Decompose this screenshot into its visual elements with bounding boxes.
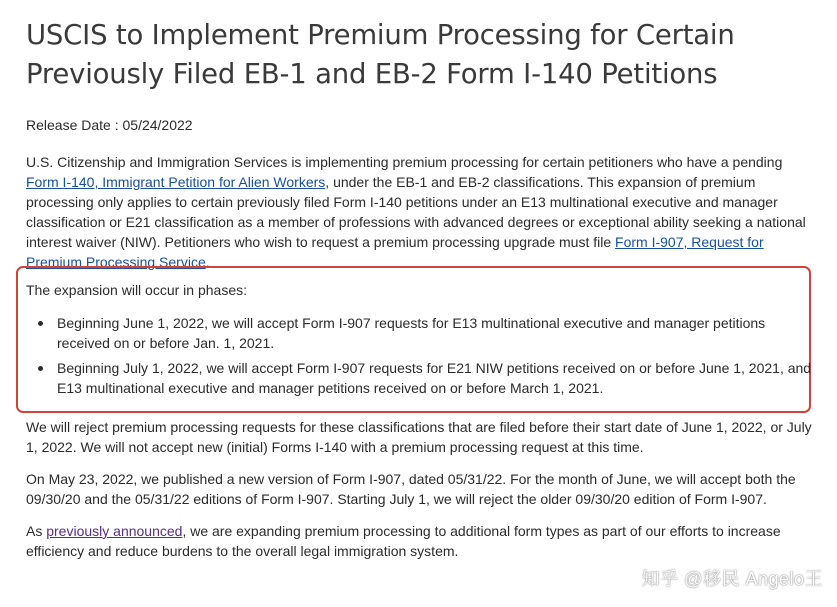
bullet-icon: [38, 366, 43, 371]
previously-announced-link[interactable]: previously announced: [46, 523, 183, 539]
reject-paragraph: We will reject premium processing requests for these classifications that are filed before their start date of June 1, 2022, or July 1, 2022. We will not accept new (initial) Forms I-140 with a premium processing request at this time.: [26, 419, 812, 455]
release-date-line: [26, 115, 813, 135]
phase-item-july: [26, 358, 816, 398]
phases-section: [26, 280, 816, 403]
intro-text-1: U.S. Citizenship and Immigration Services is implementing premium processing for certain petitioners who have a pending: [26, 154, 783, 170]
expansion-text-2: , we are expanding premium processing to additional form types as part of our efforts to increase efficiency and reduce burdens to the overall legal immigration system.: [26, 523, 781, 559]
phase-item-text: Beginning June 1, 2022, we will accept Form I-907 requests for E13 multinational executive and manager petitions received on or before Jan. 1, 2021.: [57, 315, 766, 351]
zhihu-watermark: 知乎 @移民 Angelo王: [641, 569, 823, 589]
release-date: 05/24/2022: [122, 117, 193, 133]
following-paragraphs: [26, 417, 816, 573]
phase-item-text: Beginning July 1, 2022, we will accept Form I-907 requests for E21 NIW petitions received on or before June 1, 2021, and E13 multinational executive and manager petitions received on or before March 1, 2021.: [57, 360, 812, 396]
phases-heading: The expansion will occur in phases:: [26, 282, 248, 298]
form-version-paragraph: On May 23, 2022, we published a new version of Form I-907, dated 05/31/22. For the month of June, we will accept both the 09/30/20 and the 05/31/22 editions of Form I-907. Starting July 1, we will reject the older 09/30/20 edition of Form I-907.: [26, 471, 796, 507]
expansion-text-1: As: [26, 523, 47, 539]
page-title: USCIS to Implement Premium Processing for Certain Previously Filed EB-1 and EB-2 Form I-140 Petitions: [26, 19, 735, 90]
phase-item-june: [26, 313, 816, 353]
release-label: Release Date :: [26, 117, 123, 133]
intro-paragraph: [26, 152, 813, 272]
expansion-paragraph: [26, 521, 816, 561]
intro-text-3: .: [205, 254, 210, 270]
form-i140-link[interactable]: Form I-140, Immigrant Petition for Alien Workers: [26, 174, 326, 190]
form-i907-link[interactable]: Form I-907, Request for Premium Processing Service: [26, 234, 764, 270]
phases-list: [26, 313, 816, 398]
intro-text-2: , under the EB-1 and EB-2 classifications. This expansion of premium processing only applies to certain previously filed Form I-140 petitions under an E13 multinational executive and manager classification or E21 classification as a member of professions with advanced degrees or exceptional ability seeking a national interest waiver (NIW). Petitioners who wish to request a premium processing upgrade must file: [26, 174, 806, 250]
bullet-icon: [38, 321, 43, 326]
